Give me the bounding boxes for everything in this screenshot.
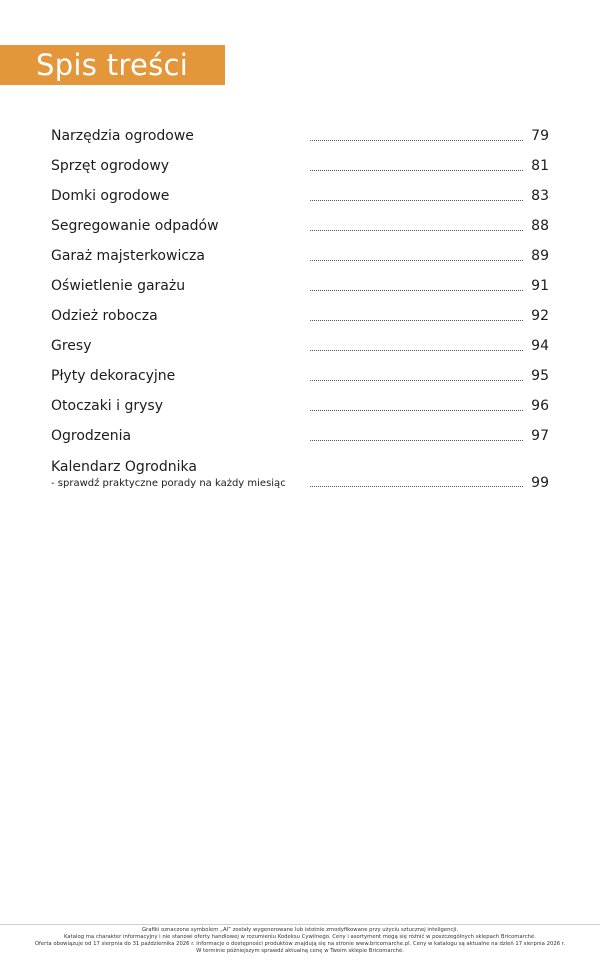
toc-item-label: Płyty dekoracyjne <box>51 368 176 384</box>
toc-item-page: 96 <box>531 398 549 414</box>
footer-line: Katalog ma charakter informacyjny i nie stanowi oferty handlowej w rozumieniu Kodeksu Cywilnego. Ceny i asortyment mogą się różnić w poszczególnych sklepach Bricomarché. <box>64 934 536 940</box>
title-banner <box>0 45 225 85</box>
toc-item-page: 97 <box>531 428 549 444</box>
toc-item-label: Gresy <box>51 338 92 354</box>
toc-item-page: 99 <box>531 475 549 491</box>
toc-item-label: Kalendarz Ogrodnika <box>51 459 197 475</box>
toc-item-page: 94 <box>531 338 549 354</box>
footer-line: W terminie późniejszym sprawdź aktualną cenę w Twoim sklepie Bricomarché. <box>196 948 404 954</box>
toc-item-plyty-dekoracyjne[interactable] <box>51 362 549 392</box>
toc-item-garaz-majsterkowicza[interactable] <box>51 242 549 272</box>
footer-line: Grafiki oznaczone symbolem „AI” zostały wygenerowane lub istotnie zmodyfikowane przy użyciu sztucznej inteligencji. <box>141 927 459 933</box>
toc-item-label: Sprzęt ogrodowy <box>51 158 170 174</box>
toc-leader-dots <box>310 290 523 291</box>
toc-item-otoczaki-i-grysy[interactable] <box>51 392 549 422</box>
toc-item-sprzet-ogrodowy[interactable] <box>51 152 549 182</box>
toc-item-oswietlenie-garazu[interactable] <box>51 272 549 302</box>
toc-item-label: Otoczaki i grysy <box>51 398 163 414</box>
toc-item-page: 79 <box>531 128 549 144</box>
table-of-contents <box>51 122 549 496</box>
toc-leader-dots <box>310 200 523 201</box>
toc-leader-dots <box>310 140 523 141</box>
toc-leader-dots <box>310 230 523 231</box>
toc-leader-dots <box>310 350 523 351</box>
toc-item-label: Domki ogrodowe <box>51 188 170 204</box>
toc-item-page: 81 <box>531 158 549 174</box>
toc-item-page: 83 <box>531 188 549 204</box>
toc-item-kalendarz-ogrodnika[interactable] <box>51 452 549 496</box>
toc-item-odziez-robocza[interactable] <box>51 302 549 332</box>
toc-item-page: 88 <box>531 218 549 234</box>
toc-item-page: 92 <box>531 308 549 324</box>
toc-item-label: Garaż majsterkowicza <box>51 248 205 264</box>
toc-leader-dots <box>310 410 523 411</box>
toc-item-label: Ogrodzenia <box>51 428 132 444</box>
footer-disclaimer <box>10 927 590 955</box>
toc-leader-dots <box>310 440 523 441</box>
toc-leader-dots <box>310 170 523 171</box>
footer-divider <box>0 924 600 925</box>
toc-item-segregowanie-odpadow[interactable] <box>51 212 549 242</box>
toc-leader-dots <box>310 320 523 321</box>
toc-item-label: Segregowanie odpadów <box>51 218 219 234</box>
toc-leader-dots <box>310 260 523 261</box>
toc-item-page: 91 <box>531 278 549 294</box>
footer-line: Oferta obowiązuje od 17 sierpnia do 31 października 2026 r. Informacje o dostępności produktów znajdują się na stronie www.bricomarche.pl. Ceny w katalogu są aktualne na dzień 17 sierpnia 2026 r. <box>34 941 566 947</box>
toc-leader-dots <box>310 380 523 381</box>
toc-item-domki-ogrodowe[interactable] <box>51 182 549 212</box>
toc-item-label: Narzędzia ogrodowe <box>51 128 194 144</box>
page-title: Spis treści <box>36 48 189 82</box>
toc-leader-dots <box>310 486 523 487</box>
toc-item-ogrodzenia[interactable] <box>51 422 549 452</box>
toc-item-sublabel: - sprawdź praktyczne porady na każdy miesiąc <box>51 478 286 489</box>
toc-item-page: 95 <box>531 368 549 384</box>
toc-item-page: 89 <box>531 248 549 264</box>
toc-item-narzedzia-ogrodowe[interactable] <box>51 122 549 152</box>
toc-item-label: Odzież robocza <box>51 308 158 324</box>
toc-item-label: Oświetlenie garażu <box>51 278 186 294</box>
toc-item-gresy[interactable] <box>51 332 549 362</box>
